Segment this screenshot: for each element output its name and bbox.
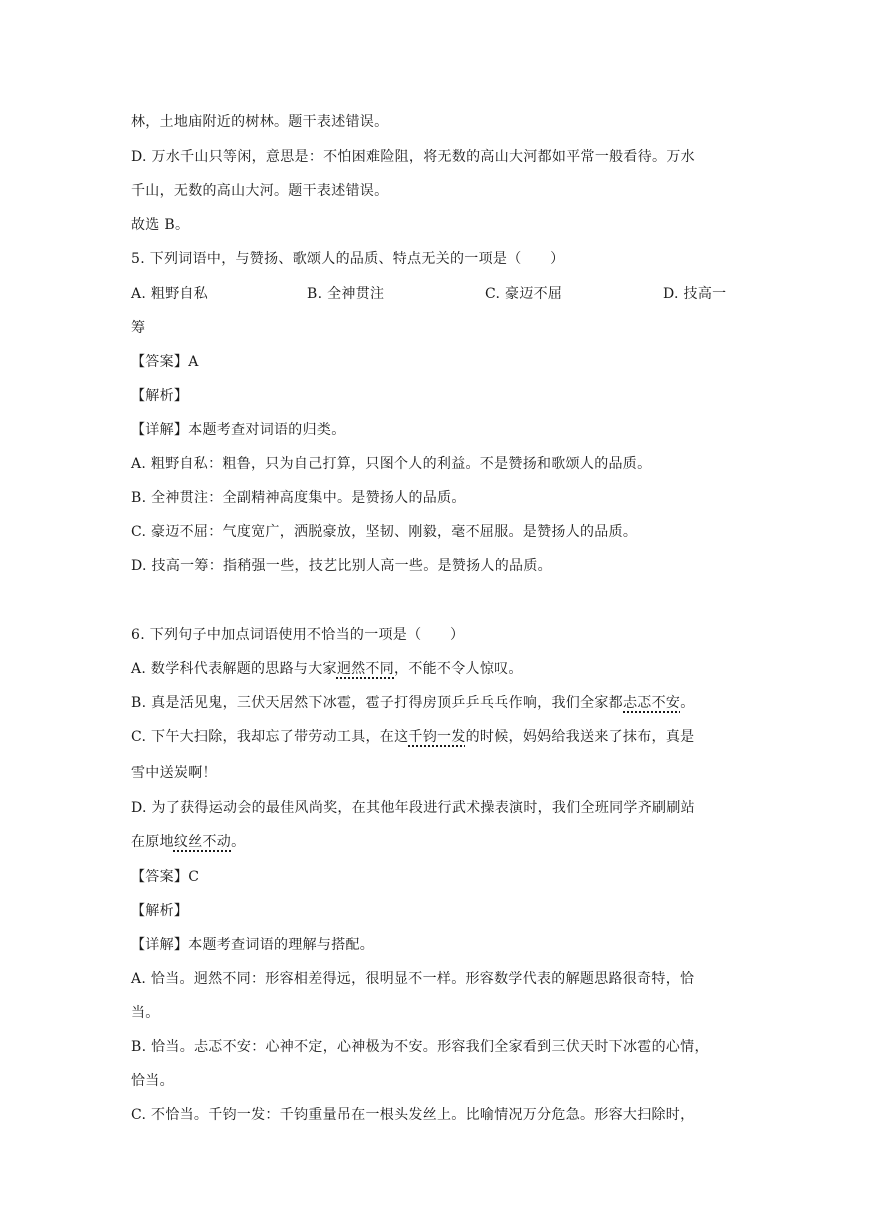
q6-option-b: B. 真是活见鬼，三伏天居然下冰雹，雹子打得房顶乒乒乓乓作响，我们全家都忐忑不安。	[131, 695, 695, 711]
text-line: 千山，无数的高山大河。题干表述错误。	[131, 183, 389, 199]
q6-option-d-line1: D. 为了获得运动会的最佳风尚奖，在其他年段进行武术操表演时，我们全班同学齐刷刷站	[131, 800, 695, 816]
q6-explanation-c-line1: C. 不恰当。千钧一发：千钧重量吊在一根头发丝上。比喻情况万分危急。形容大扫除时，	[131, 1107, 695, 1123]
text-line: 林，土地庙附近的树林。题干表述错误。	[131, 114, 389, 130]
q6-option-c-wrap: 雪中送炭啊！	[131, 765, 217, 781]
q6-answer: 【答案】C	[131, 869, 200, 885]
q5-explanation-c: C. 豪迈不屈：气度宽广，洒脱豪放，坚韧、刚毅，毫不屈服。是赞扬人的品质。	[131, 524, 638, 540]
q5-option-a: A. 粗野自私	[131, 286, 209, 302]
q5-analysis-label: 【解析】	[131, 388, 189, 404]
q6-analysis-label: 【解析】	[131, 903, 189, 919]
q6-option-a: A. 数学科代表解题的思路与大家迥然不同，不能不令人惊叹。	[131, 661, 523, 677]
q5-explanation-a: A. 粗野自私：粗鲁，只为自己打算，只图个人的利益。不是赞扬和歌颂人的品质。	[131, 456, 652, 472]
q6-option-c: C. 下午大扫除，我却忘了带劳动工具，在这千钧一发的时候，妈妈给我送来了抹布，真是	[131, 729, 695, 745]
q5-option-d: D. 技高一	[663, 286, 727, 302]
q6-explanation-a-line1: A. 恰当。迥然不同：形容相差得远，很明显不一样。形容数学代表的解题思路很奇特，恰	[131, 971, 695, 987]
emphasized-word: 纹丝不动	[173, 834, 232, 850]
emphasized-word: 忐忑不安	[623, 695, 681, 711]
text-line: D. 万水千山只等闲，意思是：不怕困难险阻，将无数的高山大河都如平常一般看待。万水	[131, 149, 695, 165]
q6-option-d-line2: 在原地纹丝不动。	[131, 834, 246, 850]
q5-explanation-d: D. 技高一筹：指稍强一些，技艺比别人高一些。是赞扬人的品质。	[131, 558, 552, 574]
q6-detail: 【详解】本题考查词语的理解与搭配。	[131, 937, 375, 953]
q6-explanation-b-line1: B. 恰当。忐忑不安：心神不定，心神极为不安。形容我们全家看到三伏天时下冰雹的心情，	[131, 1039, 709, 1055]
q5-option-c: C. 豪迈不屈	[485, 286, 563, 302]
q6-explanation-a-line2: 当。	[131, 1005, 160, 1021]
question-6-stem: 6. 下列句子中加点词语使用不恰当的一项是（ ）	[131, 627, 465, 643]
emphasized-word: 迥然不同	[336, 661, 395, 677]
q5-explanation-b: B. 全神贯注：全副精神高度集中。是赞扬人的品质。	[131, 490, 466, 506]
q6-explanation-b-line2: 恰当。	[131, 1073, 174, 1089]
q5-option-d-wrap: 筹	[131, 320, 146, 336]
emphasized-word: 千钧一发	[408, 729, 466, 745]
q5-answer: 【答案】A	[131, 354, 199, 370]
text-line: 故选 B。	[131, 217, 190, 233]
q5-detail: 【详解】本题考查对词语的归类。	[131, 422, 346, 438]
question-5-stem: 5. 下列词语中，与赞扬、歌颂人的品质、特点无关的一项是（ ）	[131, 251, 565, 267]
q5-option-b: B. 全神贯注	[307, 286, 385, 302]
